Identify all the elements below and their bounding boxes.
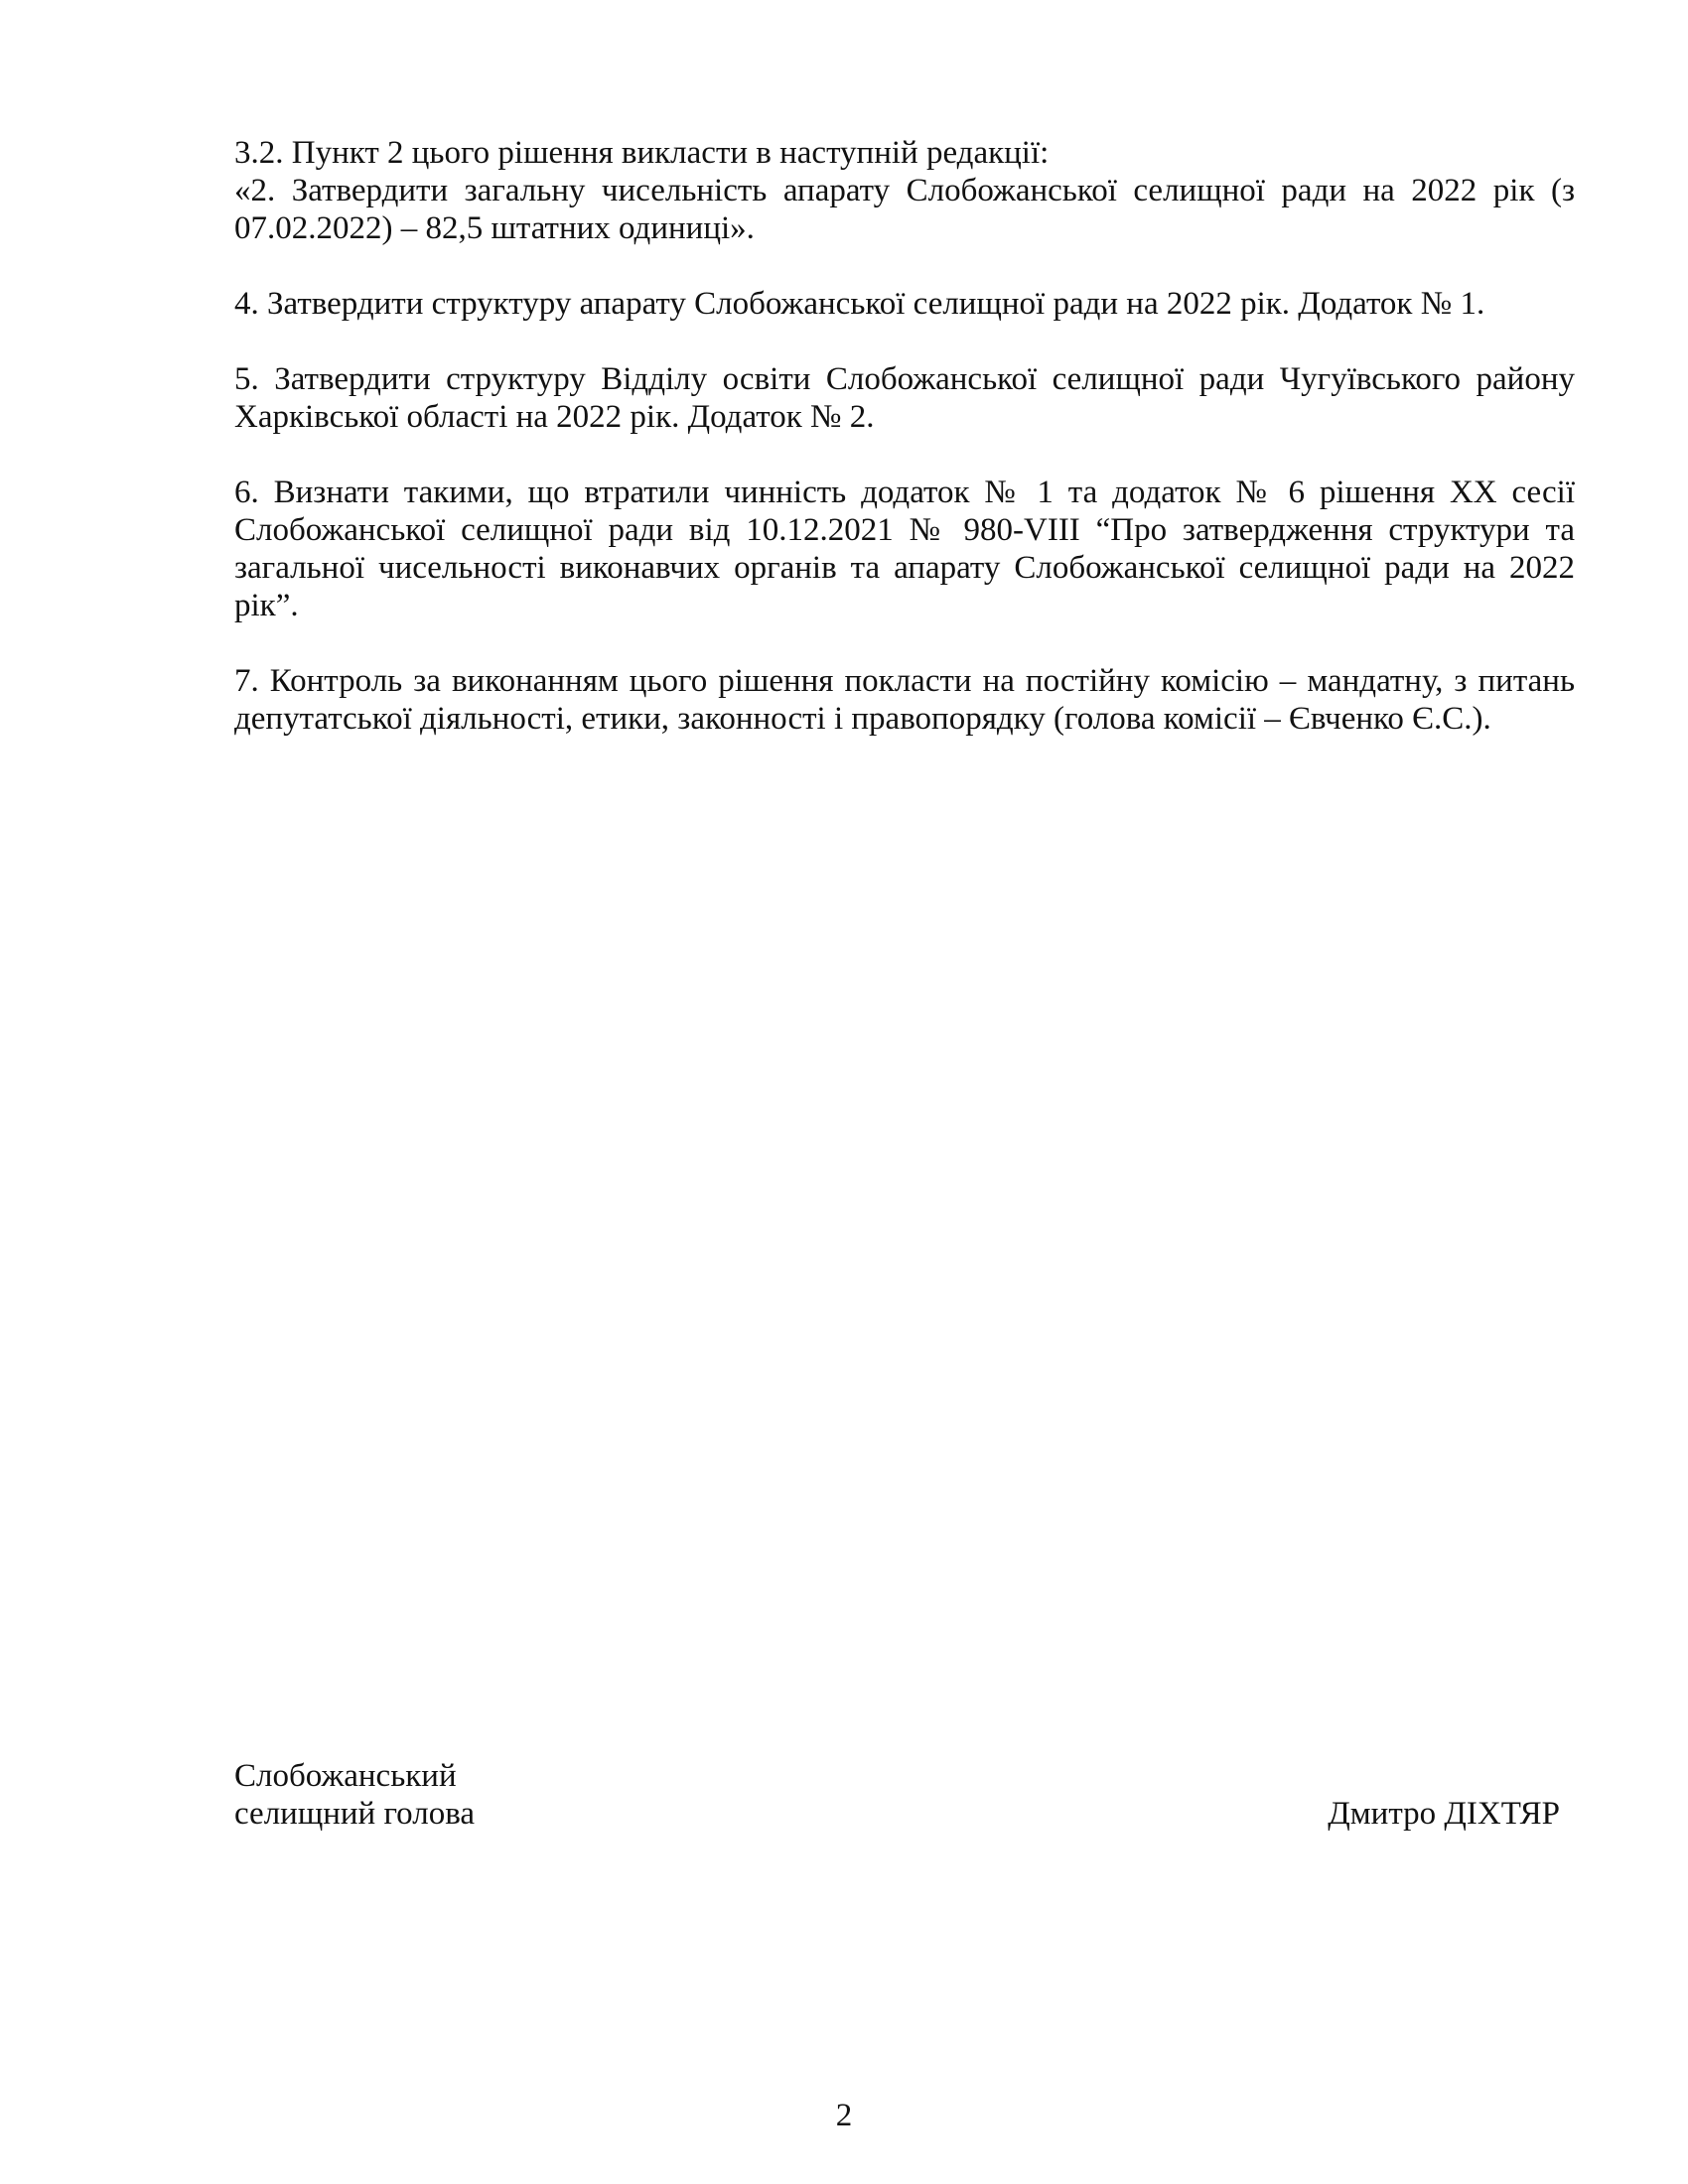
signature-block <box>234 1757 1575 1833</box>
signatory-title-line-2: селищний голова <box>234 1796 476 1832</box>
paragraph-4: 4. Затвердити структуру апарату Слобожанської селищної ради на 2022 рік. Додаток № 1. <box>234 286 1485 322</box>
paragraph-5: 5. Затвердити структуру Відділу освіти Слобожанської селищної ради Чугуївського району Харківської області на 2022 рік. Додаток № 2. <box>234 361 1575 435</box>
document-body <box>234 134 1575 738</box>
signatory-name: Дмитро ДІХТЯР <box>1328 1796 1560 1832</box>
paragraph-3-2-heading <box>234 134 1575 172</box>
paragraph-spacer <box>234 624 1575 662</box>
paragraph-6: 6. Визнати такими, що втратили чинність додаток № 1 та додаток № 6 рішення ХХ сесії Слобожанської селищної ради від 10.12.2021 № 980-VIII “Про затвердження структури та загальної чисельності виконавчих органів та апарату Слобожанської селищної ради на 2022 рік”. <box>234 475 1575 623</box>
signatory-title-line-1: Слобожанський <box>234 1758 457 1794</box>
paragraph-spacer <box>234 323 1575 360</box>
paragraph-spacer <box>234 436 1575 474</box>
page-number: 2 <box>835 2098 853 2133</box>
paragraph-3-2-quote: «2. Затвердити загальну чисельність апарату Слобожанської селищної ради на 2022 рік (з 07.02.2022) – 82,5 штатних одиниці». <box>234 173 1575 246</box>
paragraph-3-2-line-1: 3.2. Пункт 2 цього рішення викласти в наступній редакції: <box>234 135 1050 171</box>
paragraph-spacer <box>234 247 1575 285</box>
paragraph-7: 7. Контроль за виконанням цього рішення покласти на постійну комісію – мандатну, з питань депутатської діяльності, етики, законності і правопорядку (голова комісії – Євченко Є.С.). <box>234 663 1575 737</box>
